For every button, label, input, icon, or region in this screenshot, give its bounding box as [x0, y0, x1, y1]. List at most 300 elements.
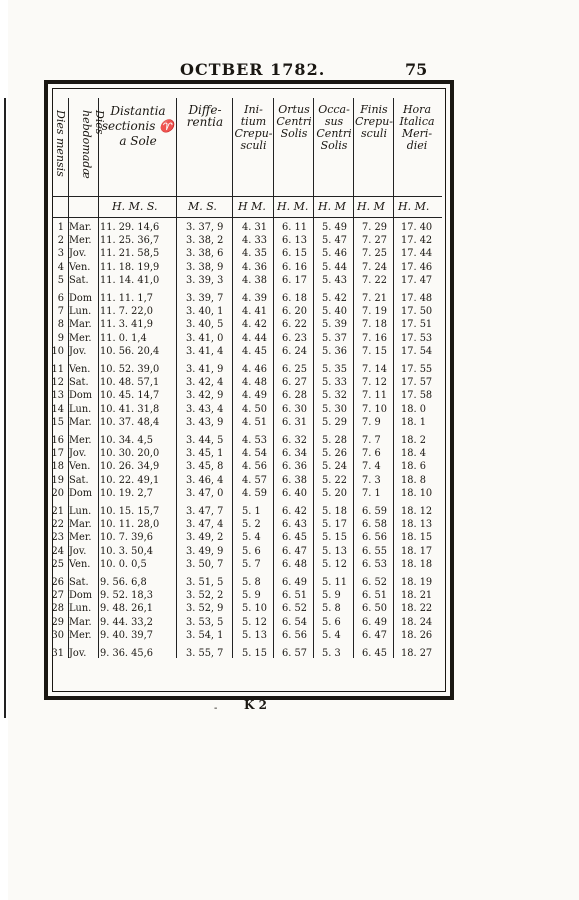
- cell-diff: 3. 43, 9: [186, 416, 224, 428]
- cell-occ: 5. 17: [322, 519, 347, 531]
- cell-diff: 3. 41, 9: [186, 364, 224, 375]
- unit-distantia: H. M. S.: [112, 200, 158, 213]
- cell-hor: 17. 51: [401, 319, 433, 331]
- unit-initium: H M.: [238, 200, 266, 213]
- cell-ini: 4. 51: [242, 416, 267, 428]
- cell-diff: 3. 38, 2: [186, 235, 224, 247]
- cell-dist: 10. 7. 39,6: [100, 532, 153, 544]
- table-row: [52, 404, 444, 416]
- cell-w: Ven.: [69, 261, 91, 273]
- cell-ort: 6. 36: [282, 461, 307, 473]
- cell-fin: 6. 55: [362, 545, 387, 557]
- cell-fin: 7. 10: [362, 403, 387, 415]
- cell-occ: 5. 6: [322, 616, 341, 628]
- cell-diff: 3. 50, 7: [186, 558, 224, 570]
- cell-dist: 11. 7. 22,0: [100, 306, 153, 318]
- cell-fin: 6. 49: [362, 616, 387, 628]
- cell-w: Dom: [69, 590, 93, 602]
- page-title: OCTBER 1782.: [180, 60, 326, 79]
- cell-fin: 7. 27: [362, 235, 387, 247]
- cell-hor: 17. 55: [401, 364, 433, 375]
- cell-occ: 5. 33: [322, 377, 347, 389]
- cell-fin: 7. 6: [362, 448, 381, 460]
- cell-occ: 5. 26: [322, 448, 347, 460]
- cell-d: 16: [51, 435, 64, 446]
- cell-w: Mar.: [69, 616, 92, 628]
- cell-d: 24: [51, 545, 64, 557]
- table-row: [52, 648, 444, 660]
- cell-diff: 3. 55, 7: [186, 648, 224, 659]
- cell-occ: 5. 9: [322, 590, 341, 602]
- cell-dist: 11. 0. 1,4: [100, 332, 147, 344]
- cell-ort: 6. 23: [282, 332, 307, 344]
- table-row: [52, 364, 444, 376]
- cell-diff: 3. 40, 1: [186, 306, 224, 318]
- cell-occ: 5. 8: [322, 603, 341, 615]
- cell-fin: 7. 19: [362, 306, 387, 318]
- cell-ort: 6. 30: [282, 403, 307, 415]
- cell-ini: 4. 38: [242, 274, 267, 286]
- units-rule: [52, 217, 442, 218]
- cell-w: Mer.: [69, 532, 92, 544]
- cell-fin: 7. 21: [362, 293, 387, 304]
- cell-ini: 5. 12: [242, 616, 267, 628]
- cell-ort: 6. 57: [282, 648, 307, 659]
- cell-fin: 6. 51: [362, 590, 387, 602]
- cell-hor: 17. 44: [401, 248, 433, 260]
- cell-fin: 7. 12: [362, 377, 387, 389]
- cell-d: 21: [51, 506, 64, 517]
- cell-w: Lun.: [69, 306, 92, 318]
- cell-fin: 6. 53: [362, 558, 387, 570]
- table-row: [52, 377, 444, 389]
- cell-fin: 6. 59: [362, 506, 387, 517]
- cell-w: Dom: [69, 487, 93, 499]
- cell-ort: 6. 17: [282, 274, 307, 286]
- cell-occ: 5. 35: [322, 364, 347, 375]
- cell-w: Jov.: [69, 248, 87, 260]
- table-row: [52, 306, 444, 318]
- cell-diff: 3. 53, 5: [186, 616, 224, 628]
- cell-occ: 5. 44: [322, 261, 347, 273]
- cell-ort: 6. 51: [282, 590, 307, 602]
- cell-d: 19: [51, 474, 64, 486]
- cell-fin: 7. 25: [362, 248, 387, 260]
- cell-w: Lun.: [69, 603, 92, 615]
- cell-w: Sat.: [69, 577, 89, 588]
- cell-d: 5: [57, 274, 64, 286]
- cell-hor: 18. 19: [401, 577, 433, 588]
- cell-ort: 6. 16: [282, 261, 307, 273]
- cell-hor: 17. 40: [401, 222, 433, 233]
- cell-ini: 5. 1: [242, 506, 261, 517]
- cell-hor: 18. 27: [401, 648, 433, 659]
- cell-hor: 18. 22: [401, 603, 433, 615]
- cell-fin: 7. 4: [362, 461, 381, 473]
- table-row: [52, 559, 444, 571]
- cell-w: Jov.: [69, 545, 87, 557]
- cell-dist: 10. 0. 0,5: [100, 558, 147, 570]
- table-row: [52, 461, 444, 473]
- cell-d: 13: [51, 390, 64, 402]
- cell-diff: 3. 45, 1: [186, 448, 224, 460]
- header-initium: Ini-tium Crepu-sculi: [234, 103, 273, 152]
- footer-dash: -: [214, 703, 218, 714]
- unit-finis: H. M: [357, 200, 385, 213]
- cell-occ: 5. 47: [322, 235, 347, 247]
- cell-ini: 4. 33: [242, 235, 267, 247]
- cell-fin: 7. 11: [362, 390, 387, 402]
- table-row: [52, 248, 444, 260]
- cell-d: 25: [51, 558, 64, 570]
- cell-ini: 4. 49: [242, 390, 267, 402]
- header-differentia: Diffe-rentia: [186, 103, 224, 129]
- cell-ini: 4. 36: [242, 261, 267, 273]
- cell-hor: 18. 6: [401, 461, 426, 473]
- cell-occ: 5. 18: [322, 506, 347, 517]
- cell-hor: 18. 12: [401, 506, 433, 517]
- cell-hor: 18. 10: [401, 487, 433, 499]
- cell-occ: 5. 28: [322, 435, 347, 446]
- table-row: [52, 617, 444, 629]
- cell-fin: 7. 16: [362, 332, 387, 344]
- table-row: [52, 448, 444, 460]
- cell-occ: 5. 43: [322, 274, 347, 286]
- cell-w: Mer.: [69, 435, 92, 446]
- cell-dist: 11. 21. 58,5: [100, 248, 160, 260]
- cell-diff: 3. 43, 4: [186, 403, 224, 415]
- signature-mark: K 2: [244, 698, 267, 712]
- cell-diff: 3. 54, 1: [186, 629, 224, 641]
- cell-diff: 3. 47, 4: [186, 519, 224, 531]
- cell-ini: 4. 50: [242, 403, 267, 415]
- cell-diff: 3. 40, 5: [186, 319, 224, 331]
- cell-fin: 7. 3: [362, 474, 381, 486]
- cell-ini: 5. 6: [242, 545, 261, 557]
- cell-ini: 5. 9: [242, 590, 261, 602]
- cell-d: 18: [51, 461, 64, 473]
- cell-dist: 10. 41. 31,8: [100, 403, 160, 415]
- binding-edge: [0, 0, 8, 900]
- cell-fin: 7. 9: [362, 416, 381, 428]
- cell-occ: 5. 13: [322, 545, 347, 557]
- cell-dist: 11. 25. 36,7: [100, 235, 160, 247]
- cell-w: Ven.: [69, 364, 91, 375]
- cell-ini: 4. 44: [242, 332, 267, 344]
- cell-fin: 7. 1: [362, 487, 381, 499]
- cell-occ: 5. 30: [322, 403, 347, 415]
- cell-d: 10: [51, 345, 64, 357]
- table-row: [52, 506, 444, 518]
- cell-hor: 18. 2: [401, 435, 426, 446]
- cell-diff: 3. 37, 9: [186, 222, 224, 233]
- cell-ort: 6. 47: [282, 545, 307, 557]
- cell-fin: 7. 7: [362, 435, 381, 446]
- cell-occ: 5. 22: [322, 474, 347, 486]
- cell-hor: 18. 26: [401, 629, 433, 641]
- cell-ort: 6. 54: [282, 616, 307, 628]
- cell-occ: 5. 36: [322, 345, 347, 357]
- table-row: [52, 488, 444, 500]
- cell-diff: 3. 41, 4: [186, 345, 224, 357]
- cell-occ: 5. 11: [322, 577, 347, 588]
- table-row: [52, 519, 444, 531]
- cell-occ: 5. 42: [322, 293, 347, 304]
- cell-w: Sat.: [69, 377, 89, 389]
- cell-fin: 6. 56: [362, 532, 387, 544]
- cell-hor: 17. 47: [401, 274, 433, 286]
- cell-w: Jov.: [69, 345, 87, 357]
- cell-d: 11: [51, 364, 64, 375]
- table-row: [52, 275, 444, 287]
- cell-ort: 6. 45: [282, 532, 307, 544]
- cell-dist: 9. 44. 33,2: [100, 616, 153, 628]
- cell-dist: 11. 11. 1,7: [100, 293, 153, 304]
- cell-ini: 4. 31: [242, 222, 267, 233]
- cell-w: Jov.: [69, 448, 87, 460]
- table-row: [52, 319, 444, 331]
- cell-d: 31: [51, 648, 64, 659]
- cell-ort: 6. 52: [282, 603, 307, 615]
- cell-ini: 5. 15: [242, 648, 267, 659]
- cell-dist: 10. 19. 2,7: [100, 487, 153, 499]
- cell-d: 6: [57, 293, 64, 304]
- cell-diff: 3. 38, 6: [186, 248, 224, 260]
- cell-ort: 6. 20: [282, 306, 307, 318]
- cell-w: Lun.: [69, 506, 92, 517]
- cell-ort: 6. 13: [282, 235, 307, 247]
- cell-ort: 6. 38: [282, 474, 307, 486]
- cell-ini: 4. 41: [242, 306, 267, 318]
- cell-w: Mer.: [69, 235, 92, 247]
- cell-occ: 5. 40: [322, 306, 347, 318]
- cell-dist: 10. 52. 39,0: [100, 364, 160, 375]
- cell-diff: 3. 47, 0: [186, 487, 224, 499]
- cell-occ: 5. 49: [322, 222, 347, 233]
- cell-diff: 3. 49, 2: [186, 532, 224, 544]
- cell-dist: 10. 26. 34,9: [100, 461, 160, 473]
- cell-ini: 4. 46: [242, 364, 267, 375]
- cell-occ: 5. 24: [322, 461, 347, 473]
- cell-dist: 10. 37. 48,4: [100, 416, 160, 428]
- cell-hor: 17. 53: [401, 332, 433, 344]
- cell-occ: 5. 32: [322, 390, 347, 402]
- cell-hor: 18. 13: [401, 519, 433, 531]
- cell-fin: 7. 22: [362, 274, 387, 286]
- cell-w: Mar.: [69, 222, 92, 233]
- cell-diff: 3. 49, 9: [186, 545, 224, 557]
- cell-ini: 5. 7: [242, 558, 261, 570]
- table-row: [52, 435, 444, 447]
- cell-diff: 3. 39, 3: [186, 274, 224, 286]
- cell-ini: 5. 8: [242, 577, 261, 588]
- cell-hor: 18. 4: [401, 448, 426, 460]
- cell-w: Sat.: [69, 274, 89, 286]
- table-row: [52, 390, 444, 402]
- cell-w: Ven.: [69, 461, 91, 473]
- table-row: [52, 235, 444, 247]
- cell-dist: 10. 48. 57,1: [100, 377, 160, 389]
- cell-ort: 6. 31: [282, 416, 307, 428]
- cell-ort: 6. 43: [282, 519, 307, 531]
- header-finis: Finis Crepu-sculi: [355, 103, 394, 140]
- cell-hor: 17. 58: [401, 390, 433, 402]
- unit-hora: H. M.: [398, 200, 430, 213]
- header-occasus: Occa-sus Centri Solis: [316, 103, 352, 152]
- cell-fin: 6. 52: [362, 577, 387, 588]
- cell-fin: 7. 14: [362, 364, 387, 375]
- unit-ortus: H. M.: [277, 200, 309, 213]
- cell-dist: 9. 48. 26,1: [100, 603, 153, 615]
- cell-occ: 5. 39: [322, 319, 347, 331]
- table-row: [52, 546, 444, 558]
- cell-dist: 11. 14. 41,0: [100, 274, 160, 286]
- cell-d: 7: [57, 306, 64, 318]
- cell-fin: 7. 24: [362, 261, 387, 273]
- cell-d: 28: [51, 603, 64, 615]
- table-row: [52, 417, 444, 429]
- cell-d: 20: [51, 487, 64, 499]
- cell-d: 30: [51, 629, 64, 641]
- cell-w: Mer.: [69, 629, 92, 641]
- cell-occ: 5. 37: [322, 332, 347, 344]
- cell-w: Mar.: [69, 416, 92, 428]
- unit-occasus: H. M: [318, 200, 346, 213]
- cell-ini: 4. 45: [242, 345, 267, 357]
- cell-d: 12: [51, 377, 64, 389]
- cell-w: Mar.: [69, 519, 92, 531]
- cell-hor: 18. 1: [401, 416, 426, 428]
- cell-dist: 10. 11. 28,0: [100, 519, 160, 531]
- cell-ort: 6. 22: [282, 319, 307, 331]
- cell-hor: 17. 46: [401, 261, 433, 273]
- cell-occ: 5. 12: [322, 558, 347, 570]
- cell-hor: 17. 57: [401, 377, 433, 389]
- table-row: [52, 475, 444, 487]
- cell-ini: 4. 48: [242, 377, 267, 389]
- cell-dist: 10. 3. 50,4: [100, 545, 153, 557]
- cell-diff: 3. 39, 7: [186, 293, 224, 304]
- cell-d: 17: [51, 448, 64, 460]
- cell-diff: 3. 51, 5: [186, 577, 224, 588]
- cell-hor: 18. 24: [401, 616, 433, 628]
- cell-ort: 6. 28: [282, 390, 307, 402]
- cell-hor: 18. 17: [401, 545, 433, 557]
- cell-diff: 3. 52, 2: [186, 590, 224, 602]
- header-rule: [52, 196, 442, 197]
- table-row: [52, 577, 444, 589]
- header-dies-mensis: Dies mensis: [54, 110, 67, 177]
- cell-dist: 10. 30. 20,0: [100, 448, 160, 460]
- cell-ini: 5. 13: [242, 629, 267, 641]
- cell-fin: 7. 29: [362, 222, 387, 233]
- cell-ini: 4. 42: [242, 319, 267, 331]
- cell-ini: 5. 2: [242, 519, 261, 531]
- cell-d: 3: [57, 248, 64, 260]
- cell-d: 15: [51, 416, 64, 428]
- cell-occ: 5. 3: [322, 648, 341, 659]
- cell-d: 9: [57, 332, 64, 344]
- cell-w: Dom: [69, 293, 93, 304]
- cell-fin: 6. 47: [362, 629, 387, 641]
- cell-diff: 3. 42, 4: [186, 377, 224, 389]
- cell-d: 1: [57, 222, 64, 233]
- cell-diff: 3. 44, 5: [186, 435, 224, 446]
- cell-diff: 3. 46, 4: [186, 474, 224, 486]
- cell-ort: 6. 40: [282, 487, 307, 499]
- cell-ort: 6. 15: [282, 248, 307, 260]
- cell-occ: 5. 29: [322, 416, 347, 428]
- cell-ort: 6. 24: [282, 345, 307, 357]
- table-row: [52, 630, 444, 642]
- cell-d: 27: [51, 590, 64, 602]
- table-row: [52, 590, 444, 602]
- cell-occ: 5. 20: [322, 487, 347, 499]
- cell-w: Ven.: [69, 558, 91, 570]
- cell-fin: 7. 18: [362, 319, 387, 331]
- cell-w: Mar.: [69, 319, 92, 331]
- cell-occ: 5. 15: [322, 532, 347, 544]
- cell-diff: 3. 45, 8: [186, 461, 224, 473]
- cell-diff: 3. 38, 9: [186, 261, 224, 273]
- cell-diff: 3. 41, 0: [186, 332, 224, 344]
- cell-ini: 4. 39: [242, 293, 267, 304]
- cell-fin: 7. 15: [362, 345, 387, 357]
- cell-dist: 9. 36. 45,6: [100, 648, 153, 659]
- cell-ort: 6. 49: [282, 577, 307, 588]
- cell-dist: 11. 3. 41,9: [100, 319, 153, 331]
- cell-d: 14: [51, 403, 64, 415]
- table-row: [52, 262, 444, 274]
- cell-d: 29: [51, 616, 64, 628]
- cell-ort: 6. 18: [282, 293, 307, 304]
- cell-diff: 3. 47, 7: [186, 506, 224, 517]
- cell-hor: 18. 8: [401, 474, 426, 486]
- cell-ini: 4. 59: [242, 487, 267, 499]
- cell-d: 4: [57, 261, 64, 273]
- cell-w: Jov.: [69, 648, 87, 659]
- cell-d: 22: [51, 519, 64, 531]
- cell-dist: 11. 29. 14,6: [100, 222, 160, 233]
- cell-ort: 6. 27: [282, 377, 307, 389]
- cell-d: 8: [57, 319, 64, 331]
- cell-hor: 17. 54: [401, 345, 433, 357]
- cell-hor: 18. 18: [401, 558, 433, 570]
- header-dies-hebdomadae: Dies hebdomadæ: [80, 110, 106, 179]
- cell-ort: 6. 42: [282, 506, 307, 517]
- cell-d: 23: [51, 532, 64, 544]
- table-row: [52, 222, 444, 234]
- cell-dist: 9. 52. 18,3: [100, 590, 153, 602]
- cell-ini: 4. 56: [242, 461, 267, 473]
- unit-differentia: M. S.: [188, 200, 217, 213]
- cell-diff: 3. 42, 9: [186, 390, 224, 402]
- header-distantia: Distantia sectionis ♈ a Sole: [101, 104, 175, 148]
- cell-dist: 9. 56. 6,8: [100, 577, 147, 588]
- cell-diff: 3. 52, 9: [186, 603, 224, 615]
- header-hora: Hora Italica Meri-diei: [399, 103, 435, 152]
- cell-ini: 4. 57: [242, 474, 267, 486]
- cell-fin: 6. 50: [362, 603, 387, 615]
- cell-ort: 6. 56: [282, 629, 307, 641]
- header-ortus: Ortus Centri Solis: [276, 103, 312, 140]
- cell-dist: 9. 40. 39,7: [100, 629, 153, 641]
- page-number: 75: [405, 60, 428, 79]
- cell-hor: 18. 0: [401, 403, 426, 415]
- cell-fin: 6. 45: [362, 648, 387, 659]
- cell-ini: 4. 35: [242, 248, 267, 260]
- cell-ort: 6. 48: [282, 558, 307, 570]
